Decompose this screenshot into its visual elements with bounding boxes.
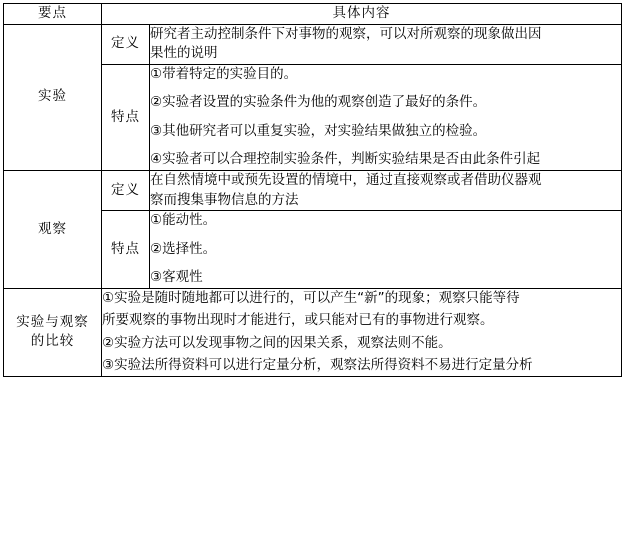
table-header-row xyxy=(4,4,622,25)
table-row xyxy=(4,288,622,376)
text-line: ③实验法所得资料可以进行定量分析，观察法所得资料不易进行定量分析 xyxy=(102,357,533,374)
subheading-features-observation: 特点 xyxy=(102,211,150,289)
content-comparison xyxy=(102,288,622,376)
text-line: ③客观性 xyxy=(150,269,203,286)
content-definition-experiment xyxy=(150,24,622,64)
subheading-definition-observation: 定义 xyxy=(102,170,150,210)
content-definition-observation xyxy=(150,170,622,210)
text-line: 察而搜集事物信息的方法 xyxy=(150,191,299,208)
text-line: ①带着特定的实验目的。 xyxy=(150,65,298,82)
category-experiment: 实验 xyxy=(4,24,102,170)
text-line: 在自然情境中或预先设置的情境中，通过直接观察或者借助仪器观 xyxy=(150,171,542,188)
text-line: ①实验是随时随地都可以进行的，可以产生“新”的现象；观察只能等待 xyxy=(102,289,520,306)
content-features-experiment xyxy=(150,64,622,170)
table-row xyxy=(4,24,622,64)
text-line: ③其他研究者可以重复实验，对实验结果做独立的检验。 xyxy=(150,122,487,139)
subheading-features-experiment: 特点 xyxy=(102,64,150,170)
text-line: 所要观察的事物出现时才能进行，或只能对已有的事物进行观察。 xyxy=(102,312,494,329)
subheading-definition-experiment: 定义 xyxy=(102,24,150,64)
text-line: ②实验者设置的实验条件为他的观察创造了最好的条件。 xyxy=(150,94,487,111)
text-line: ②选择性。 xyxy=(150,240,217,257)
category-observation: 观察 xyxy=(4,170,102,288)
table-row xyxy=(4,170,622,210)
content-table xyxy=(3,3,622,377)
header-cell-details: 具体内容 xyxy=(102,4,622,25)
category-comparison-line1: 实验与观察 xyxy=(16,313,89,330)
text-line: 果性的说明 xyxy=(150,45,218,62)
text-line: ④实验者可以合理控制实验条件，判断实验结果是否由此条件引起 xyxy=(150,151,541,168)
text-line: ①能动性。 xyxy=(150,212,217,229)
category-comparison-line2: 的比较 xyxy=(30,333,75,350)
text-line: ②实验方法可以发现事物之间的因果关系，观察法则不能。 xyxy=(102,334,452,351)
text-line: 研究者主动控制条件下对事物的观察，可以对所观察的现象做出因 xyxy=(150,25,542,42)
header-cell-key-points: 要点 xyxy=(4,4,102,25)
content-features-observation xyxy=(150,211,622,289)
category-comparison xyxy=(4,288,102,376)
